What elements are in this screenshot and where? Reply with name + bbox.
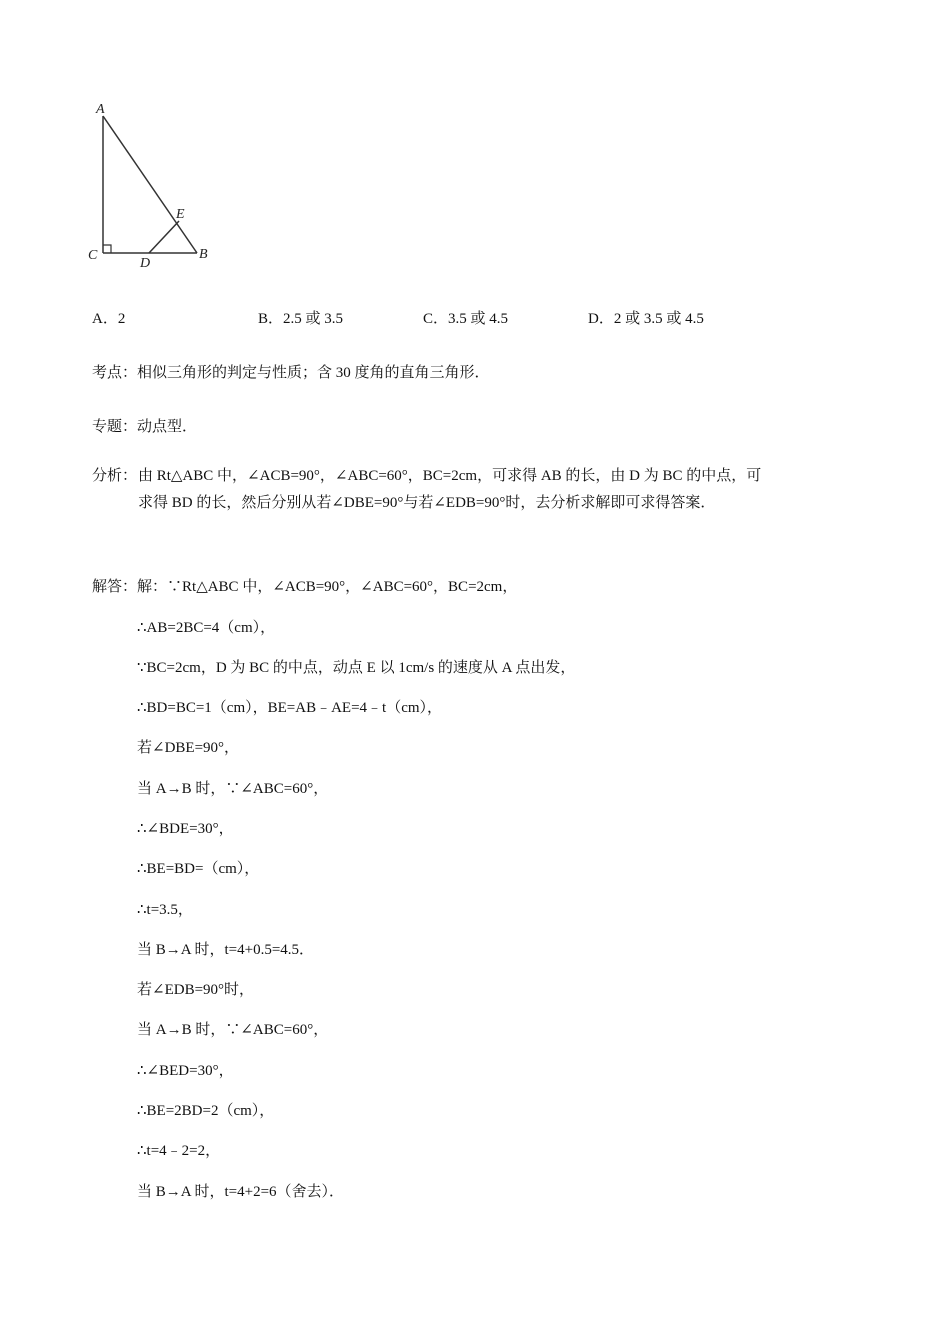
label-b: B — [199, 247, 208, 262]
kaodian-label: 考点： — [92, 365, 138, 381]
jieda-section — [92, 575, 517, 596]
solution-step: ∴BD=BC=1（cm），BE=AB﹣AE=4﹣t（cm）， — [137, 700, 443, 716]
solution-step: ∵BC=2cm，D 为 BC 的中点，动点 E 以 1cm/s 的速度从 A 点出发， — [137, 660, 576, 676]
zhuanti-label: 专题： — [92, 419, 138, 435]
option-letter: A． — [92, 311, 118, 327]
solution-step: 当 B→A 时，t=4+0.5=4.5． — [137, 942, 315, 958]
option-a — [92, 307, 125, 328]
fenxi-label: 分析： — [92, 468, 138, 484]
fenxi-section — [92, 463, 772, 517]
zhuanti-text: 动点型． — [137, 419, 198, 435]
option-letter: C． — [423, 311, 449, 327]
solution-step: 当 A→B 时，∵∠ABC=60°， — [137, 1022, 329, 1038]
option-b — [258, 307, 343, 328]
zhuanti-section — [92, 415, 197, 436]
option-c — [423, 307, 508, 328]
triangle-diagram — [84, 96, 224, 271]
label-d: D — [140, 256, 151, 271]
label-e: E — [176, 207, 185, 222]
option-letter: B． — [258, 311, 284, 327]
fenxi-text: 由 Rt△ABC 中，∠ACB=90°，∠ABC=60°，BC=2cm，可求得 AB 的长，由 D 为 BC 的中点，可求得 BD 的长，然后分别从若∠DBE=90°与若∠EDB=90°时，去分析求解即可求得答案． — [138, 468, 762, 511]
kaodian-section — [92, 361, 490, 382]
option-text: 2 — [117, 311, 126, 327]
option-text: 2 或 3.5 或 4.5 — [613, 311, 704, 327]
solution-step: 若∠EDB=90°时， — [137, 982, 255, 998]
segment-de — [149, 221, 179, 253]
segment-ab — [103, 116, 197, 253]
solution-step: 当 B→A 时，t=4+2=6（舍去）． — [137, 1184, 345, 1200]
label-c: C — [88, 248, 98, 263]
solution-step: ∴t=3.5， — [137, 902, 193, 918]
solution-step: 当 A→B 时，∵∠ABC=60°， — [137, 781, 329, 797]
solution-step: ∴AB=2BC=4（cm）， — [137, 620, 276, 636]
solution-step: ∴BE=2BD=2（cm）， — [137, 1103, 275, 1119]
right-angle-mark — [103, 245, 111, 253]
jieda-label: 解答： — [92, 579, 138, 595]
answer-options — [0, 307, 950, 329]
label-a: A — [96, 102, 105, 117]
solution-step: ∴BE=BD=（cm）， — [137, 861, 260, 877]
option-text: 2.5 或 3.5 — [283, 311, 344, 327]
solution-step: 若∠DBE=90°， — [137, 740, 240, 756]
option-letter: D． — [588, 311, 614, 327]
solution-step: ∴∠BED=30°， — [137, 1063, 234, 1079]
option-d — [588, 307, 704, 328]
jieda-first-line: 解：∵Rt△ABC 中，∠ACB=90°，∠ABC=60°，BC=2cm， — [137, 579, 518, 595]
solution-step: ∴t=4﹣2=2， — [137, 1143, 221, 1159]
option-text: 3.5 或 4.5 — [448, 311, 509, 327]
triangle-figure — [84, 96, 224, 271]
solution-step: ∴∠BDE=30°， — [137, 821, 234, 837]
kaodian-text: 相似三角形的判定与性质；含 30 度角的直角三角形． — [137, 365, 490, 381]
